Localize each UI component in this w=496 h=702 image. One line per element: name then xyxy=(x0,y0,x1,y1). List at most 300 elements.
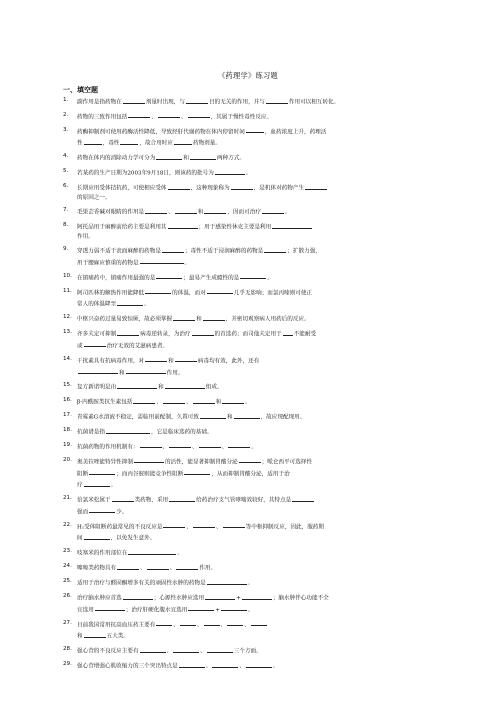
answer-blank[interactable] xyxy=(292,494,314,502)
question-text-segment: 复方新诺明是由 xyxy=(77,384,117,391)
answer-blank[interactable] xyxy=(242,592,272,600)
question-text-segment: ，毒性 xyxy=(102,140,120,147)
question-number: 4. xyxy=(63,153,69,160)
question-number: 14. xyxy=(63,355,72,362)
answer-blank[interactable] xyxy=(158,111,180,119)
question-text xyxy=(77,328,437,351)
question-line xyxy=(77,619,437,631)
question-text-segment: 给药治疗支气管哮喘效较好，其特点是 xyxy=(196,497,292,504)
answer-blank[interactable] xyxy=(176,562,198,570)
answer-blank[interactable] xyxy=(117,381,157,389)
question-line xyxy=(77,137,437,149)
question-text-segment: ；治疗肝硬化腹水宜选用 xyxy=(125,607,188,614)
question-line xyxy=(77,313,437,325)
question-number: 17. xyxy=(63,412,72,419)
question-number: 20. xyxy=(63,456,72,463)
answer-blank[interactable] xyxy=(222,396,244,404)
question-number: 18. xyxy=(63,427,72,434)
question-text-segment: 和 xyxy=(158,384,164,391)
question-text xyxy=(77,562,437,574)
question-text-segment: 、 xyxy=(168,209,174,216)
answer-blank[interactable] xyxy=(89,468,115,476)
answer-blank[interactable] xyxy=(203,313,225,321)
answer-blank[interactable] xyxy=(168,221,198,229)
answer-blank[interactable] xyxy=(128,111,150,119)
question-text xyxy=(77,456,437,491)
answer-blank[interactable] xyxy=(112,494,134,502)
question-item xyxy=(63,96,437,108)
answer-blank[interactable] xyxy=(84,532,110,540)
answer-blank[interactable] xyxy=(190,152,216,160)
question-text-segment: 青霉素G水溶液不稳定，需临用前配制，久置可致 xyxy=(77,414,199,421)
question-number: 19. xyxy=(63,441,72,448)
answer-blank[interactable] xyxy=(200,411,226,419)
question-text-segment: ；心源性水肿应选用 xyxy=(153,595,205,602)
question-line xyxy=(77,206,437,218)
answer-blank[interactable] xyxy=(84,630,106,638)
question-text-segment: 的原因之一。 xyxy=(77,194,111,201)
question-text-segment: ，这种现象称为 xyxy=(190,185,230,192)
question-text-segment: 治疗无效的艾滋病患者。 xyxy=(106,343,169,350)
question-text-segment: 剂量时出现，与 xyxy=(145,99,185,106)
question-text-segment: 噻嗪类药物具有 xyxy=(77,565,117,572)
answer-blank[interactable] xyxy=(223,521,245,529)
question-text xyxy=(77,592,437,615)
section-heading: 一、填空题 xyxy=(63,86,98,94)
answer-blank[interactable] xyxy=(180,619,196,627)
question-text-segment: 阿托品用于麻醉前给药主要是利用其 xyxy=(77,224,167,231)
question-number: 23. xyxy=(63,548,72,555)
question-text-segment: 。 xyxy=(184,260,191,267)
answer-blank[interactable] xyxy=(145,206,167,214)
question-text xyxy=(77,645,437,657)
question-text-segment: ；最易产生成瘾性的是 xyxy=(183,275,240,282)
question-text xyxy=(77,245,437,268)
question-line xyxy=(77,257,437,269)
answer-blank[interactable] xyxy=(239,456,261,464)
question-item xyxy=(63,521,437,544)
question-item xyxy=(63,426,437,438)
question-text xyxy=(77,577,437,589)
answer-blank[interactable] xyxy=(179,660,205,668)
question-line xyxy=(77,96,437,108)
answer-blank[interactable] xyxy=(128,547,176,555)
question-text-segment: 、 xyxy=(162,444,169,451)
question-number: 28. xyxy=(63,646,72,653)
answer-blank[interactable] xyxy=(174,137,192,145)
question-text-segment: 。 xyxy=(267,275,273,282)
question-text-segment: 、 xyxy=(239,663,245,670)
question-line xyxy=(77,411,437,423)
question-text-segment: 作用可以相互转化。 xyxy=(288,99,340,106)
question-line xyxy=(77,287,437,299)
answer-blank[interactable] xyxy=(106,426,150,434)
answer-blank[interactable] xyxy=(215,167,245,175)
question-text-segment: 、 xyxy=(205,663,212,670)
answer-blank[interactable] xyxy=(133,396,155,404)
answer-blank[interactable] xyxy=(89,506,115,514)
answer-blank[interactable] xyxy=(264,245,286,253)
question-item xyxy=(63,619,437,642)
question-text-segment: 抗菌谱是指 xyxy=(77,429,105,436)
answer-blank[interactable] xyxy=(221,604,247,612)
question-text-segment: 在镇痛药中，镇痛作用最强的是 xyxy=(77,275,156,282)
question-text xyxy=(77,182,437,203)
question-text-segment: 类药物，采用 xyxy=(134,497,169,504)
question-text-segment: 、 xyxy=(186,524,193,531)
question-text-segment: 作用。 xyxy=(166,370,184,376)
question-line xyxy=(77,355,437,367)
answer-blank[interactable] xyxy=(193,521,215,529)
answer-blank[interactable] xyxy=(234,411,260,419)
answer-blank[interactable] xyxy=(231,182,253,190)
question-text-segment: 和 xyxy=(197,209,204,216)
question-line xyxy=(77,340,437,352)
question-text xyxy=(77,287,437,310)
question-number: 9. xyxy=(63,246,69,253)
question-text xyxy=(77,619,437,642)
question-text-segment: 和 xyxy=(119,370,125,376)
question-item xyxy=(63,152,437,164)
answer-blank[interactable] xyxy=(126,367,166,375)
question-text-segment: 齐多夫定可抑制 xyxy=(77,331,117,338)
question-text xyxy=(77,441,437,453)
question-text-segment: ，并密切观察病人用药后的反应。 xyxy=(225,316,310,323)
question-text-segment: 两种方式。 xyxy=(216,155,245,162)
question-text-segment: 、 xyxy=(151,114,157,121)
answer-blank[interactable] xyxy=(169,441,191,449)
answer-blank[interactable] xyxy=(156,152,182,160)
question-text-segment: 目的无关的作用，并与 xyxy=(208,99,265,106)
question-line xyxy=(77,577,437,589)
question-text-segment: 、 xyxy=(192,444,198,451)
answer-blank[interactable] xyxy=(199,441,221,449)
question-text-segment: 、 xyxy=(244,622,250,629)
question-line xyxy=(77,298,437,310)
question-text-segment: 。 xyxy=(247,580,254,587)
question-text-segment: 干扰素具有抗病毒作用，对 xyxy=(77,358,145,365)
question-text xyxy=(77,411,437,423)
question-item xyxy=(63,660,437,672)
answer-blank[interactable] xyxy=(165,381,205,389)
answer-blank[interactable] xyxy=(168,182,190,190)
question-text-segment: 五大类。 xyxy=(106,633,129,640)
question-text-segment: 阻断 xyxy=(77,471,89,478)
answer-blank[interactable] xyxy=(283,328,293,336)
question-text xyxy=(77,111,437,123)
question-number: 15. xyxy=(63,382,72,389)
question-item xyxy=(63,494,437,517)
question-text-segment: 、 xyxy=(220,622,227,629)
question-text-segment: ；扩散力强， xyxy=(287,248,321,255)
question-item xyxy=(63,396,437,408)
question-text xyxy=(77,313,437,325)
question-text xyxy=(77,494,437,517)
question-number: 1. xyxy=(63,97,69,103)
question-line xyxy=(77,396,437,408)
question-line xyxy=(77,167,437,179)
question-text-segment: 、 xyxy=(196,622,203,629)
question-number: 21. xyxy=(63,495,72,502)
question-number: 29. xyxy=(63,661,72,668)
question-item xyxy=(63,313,437,325)
answer-blank[interactable] xyxy=(184,468,210,476)
question-text-segment: 目前我国常用抗高血压药主要有 xyxy=(77,622,156,629)
answer-blank[interactable] xyxy=(163,396,185,404)
question-item xyxy=(63,562,437,574)
question-text-segment: ，故应现配现用。 xyxy=(260,414,306,421)
question-text xyxy=(77,272,437,284)
question-number: 27. xyxy=(63,619,72,626)
answer-blank[interactable] xyxy=(175,355,197,363)
question-line xyxy=(77,111,437,123)
question-number: 3. xyxy=(63,126,69,133)
answer-blank[interactable] xyxy=(205,592,235,600)
question-text-segment: 药物在体内的消除动力学可分为 xyxy=(77,155,156,162)
answer-blank[interactable] xyxy=(163,521,185,529)
question-text-segment: 常人的体温降至 xyxy=(77,301,117,308)
answer-blank[interactable] xyxy=(212,660,238,668)
question-number: 22. xyxy=(63,521,72,528)
document-title: 《药理学》练习题 xyxy=(218,71,278,80)
answer-blank[interactable] xyxy=(175,206,197,214)
answer-blank[interactable] xyxy=(207,577,247,585)
question-text-segment: 药酶抑制剂可使用药酶活性降低，导致经肝代谢药物在体内停留时间 xyxy=(77,129,245,136)
question-text-segment: 吱塞米的作用部位在 xyxy=(77,550,128,557)
question-line xyxy=(77,233,437,242)
question-number: 13. xyxy=(63,329,72,336)
question-text-segment: 、 xyxy=(169,565,176,572)
question-number: 8. xyxy=(63,222,69,229)
question-text-segment: 的活性，能显著抑制胃酸分泌 xyxy=(164,459,238,466)
question-text-segment: 疗 xyxy=(77,482,83,489)
question-text-segment: 若某药的生产日期为2003年9月18日，则该药的批号为 xyxy=(77,170,214,177)
question-text-segment: 。 xyxy=(245,170,252,177)
answer-blank[interactable] xyxy=(186,96,208,104)
question-text-segment: 少。 xyxy=(116,509,128,516)
question-text-segment: 适用于治疗与醛固酮增多有关的顽固性水肿的药物是 xyxy=(77,580,206,587)
question-text-segment: 长期应用受体拮抗药，可使相应受体 xyxy=(77,185,167,192)
question-line xyxy=(77,456,437,468)
question-line xyxy=(77,468,437,480)
question-list xyxy=(63,96,437,675)
answer-blank[interactable] xyxy=(84,340,106,348)
question-number: 26. xyxy=(63,593,72,599)
question-number: 12. xyxy=(63,314,72,321)
question-text-segment: 、 xyxy=(200,648,206,655)
question-text-segment: 。 xyxy=(284,209,291,216)
question-number: 5. xyxy=(63,168,69,175)
question-text-segment: 宜选用 xyxy=(77,607,94,614)
answer-blank[interactable] xyxy=(147,562,169,570)
question-text-segment: β-内酰胺类抗生素包括 xyxy=(77,399,133,406)
answer-blank[interactable] xyxy=(145,287,171,295)
question-item xyxy=(63,328,437,351)
question-text-segment: 、 xyxy=(140,565,146,572)
question-text-segment: + xyxy=(215,607,221,614)
question-text-segment: 、 xyxy=(216,524,222,531)
question-text xyxy=(77,381,437,393)
answer-blank[interactable] xyxy=(84,479,110,487)
question-item xyxy=(63,592,437,615)
answer-blank[interactable] xyxy=(120,137,138,145)
question-text xyxy=(77,221,437,242)
question-number: 24. xyxy=(63,563,72,570)
question-line xyxy=(77,367,437,379)
question-text-segment: 和 xyxy=(226,414,233,421)
answer-blank[interactable] xyxy=(262,206,284,214)
question-text-segment: 、 xyxy=(221,444,228,451)
question-item xyxy=(63,411,437,423)
answer-blank[interactable] xyxy=(228,441,250,449)
question-text-segment: 、 xyxy=(173,622,179,629)
question-line xyxy=(77,441,437,453)
answer-blank[interactable] xyxy=(246,126,264,134)
question-text-segment: 和 xyxy=(77,633,83,640)
question-number: 25. xyxy=(63,578,72,585)
question-number: 10. xyxy=(63,272,72,279)
question-text-segment: ，以免发生意外。 xyxy=(110,535,156,542)
question-text xyxy=(77,547,437,559)
question-item xyxy=(63,126,437,149)
question-text xyxy=(77,355,437,378)
question-text-segment: 、 xyxy=(180,114,187,121)
question-number: 2. xyxy=(63,111,69,118)
question-item xyxy=(63,441,437,453)
question-text-segment: 组成。 xyxy=(205,384,223,391)
question-text-segment: ，是机体对药物产生 xyxy=(253,185,305,192)
question-item xyxy=(63,645,437,657)
question-text-segment: 强心苷的不良反应主要有 xyxy=(77,648,139,655)
answer-blank[interactable] xyxy=(192,328,214,336)
answer-blank[interactable] xyxy=(207,645,233,653)
question-item xyxy=(63,355,437,378)
answer-blank[interactable] xyxy=(117,328,139,336)
answer-blank[interactable] xyxy=(145,355,167,363)
question-text-segment: 。 xyxy=(110,482,117,489)
answer-blank[interactable] xyxy=(207,287,233,295)
question-line xyxy=(77,194,437,203)
question-text-segment: ，从而抑制胃酸分泌，适用于治 xyxy=(211,471,290,478)
answer-blank[interactable] xyxy=(78,367,118,375)
question-text xyxy=(77,126,437,149)
question-text-segment: 、 xyxy=(166,648,173,655)
question-text-segment: ；毒性不适于浸润麻醉的药物是 xyxy=(184,248,264,255)
answer-blank[interactable] xyxy=(156,272,182,280)
question-line xyxy=(77,645,437,657)
answer-blank[interactable] xyxy=(188,604,214,612)
question-number: 7. xyxy=(63,207,69,214)
question-text-segment: ，它是临床选药的基础。 xyxy=(150,429,213,436)
question-text-segment: 毛果芸香碱对眼睛的作用是 xyxy=(77,209,145,216)
answer-blank[interactable] xyxy=(156,619,172,627)
question-text-segment: ；用于感染性休克主要是利用 xyxy=(198,224,272,231)
question-text-segment: 和 xyxy=(183,155,189,162)
question-number: 6. xyxy=(63,183,69,190)
question-line xyxy=(77,328,437,340)
question-item xyxy=(63,456,437,491)
question-text-segment: 等中枢抑制反应，因此，服药期 xyxy=(245,524,324,531)
question-text-segment: 、 xyxy=(186,399,192,406)
answer-blank[interactable] xyxy=(134,456,164,464)
question-text-segment: 药物的三致作用包括 xyxy=(77,114,128,121)
question-text-segment: 阿司匹林的解热作用能降低 xyxy=(77,290,145,297)
question-item xyxy=(63,167,437,179)
answer-blank[interactable] xyxy=(251,619,267,627)
answer-blank[interactable] xyxy=(173,313,195,321)
answer-blank[interactable] xyxy=(204,206,226,214)
answer-blank[interactable] xyxy=(140,257,184,265)
question-text-segment: 副作用是指药物在 xyxy=(77,99,122,106)
question-text-segment: 和 xyxy=(196,316,202,323)
question-text xyxy=(77,426,437,438)
answer-blank[interactable] xyxy=(173,645,199,653)
question-item xyxy=(63,245,437,268)
answer-blank[interactable] xyxy=(246,660,272,668)
answer-blank[interactable] xyxy=(266,96,288,104)
answer-blank[interactable] xyxy=(84,137,102,145)
question-text-segment: ，因而可治疗 xyxy=(227,209,261,216)
question-item xyxy=(63,182,437,203)
question-line xyxy=(77,245,437,257)
question-text-segment: ，其属于慢性毒性反应。 xyxy=(210,114,273,121)
question-text-segment: 间 xyxy=(77,535,83,542)
question-line xyxy=(77,532,437,544)
answer-blank[interactable] xyxy=(193,396,215,404)
question-item xyxy=(63,577,437,589)
answer-blank[interactable] xyxy=(188,111,210,119)
question-text-segment: 病毒逆转录，为治疗 xyxy=(140,331,191,338)
question-line xyxy=(77,494,437,506)
question-line xyxy=(77,479,437,491)
answer-blank[interactable] xyxy=(117,562,139,570)
question-line xyxy=(77,426,437,438)
answer-blank[interactable] xyxy=(140,645,166,653)
question-text-segment: 和 xyxy=(168,358,174,365)
question-item xyxy=(63,221,437,242)
question-text xyxy=(77,152,437,164)
answer-blank[interactable] xyxy=(305,182,327,190)
question-text-segment: 或 xyxy=(77,343,83,350)
answer-blank[interactable] xyxy=(272,221,312,229)
answer-blank[interactable] xyxy=(123,592,153,600)
question-item xyxy=(63,287,437,310)
question-text-segment: 。 xyxy=(144,301,150,308)
question-text xyxy=(77,396,437,408)
question-text-segment: 的首选药；而司他夫定用于 xyxy=(214,331,282,338)
question-text-segment: 强而 xyxy=(77,509,89,516)
answer-blank[interactable] xyxy=(123,96,145,104)
question-text xyxy=(77,206,437,218)
question-text-segment: 作用。 xyxy=(199,565,217,572)
question-text-segment: 抗菌药物的作用机制有： xyxy=(77,444,139,451)
question-text-segment: 强心苷增强心肌收缩力的三个突出特点是 xyxy=(77,663,178,670)
answer-blank[interactable] xyxy=(227,619,243,627)
question-text-segment: 倍氯米松属于 xyxy=(77,497,111,504)
question-text-segment: ；脑水肿伴心功能不全 xyxy=(272,595,329,602)
question-text xyxy=(77,521,437,544)
answer-blank[interactable] xyxy=(95,604,125,612)
answer-blank[interactable] xyxy=(117,298,143,306)
question-line xyxy=(77,182,437,194)
question-line xyxy=(77,592,437,604)
answer-blank[interactable] xyxy=(240,272,266,280)
answer-blank[interactable] xyxy=(169,494,195,502)
answer-blank[interactable] xyxy=(204,619,220,627)
answer-blank[interactable] xyxy=(140,441,162,449)
question-text-segment: 中枢兴奋药过量易致惊厥，故必须掌握 xyxy=(77,316,173,323)
answer-blank[interactable] xyxy=(162,245,184,253)
